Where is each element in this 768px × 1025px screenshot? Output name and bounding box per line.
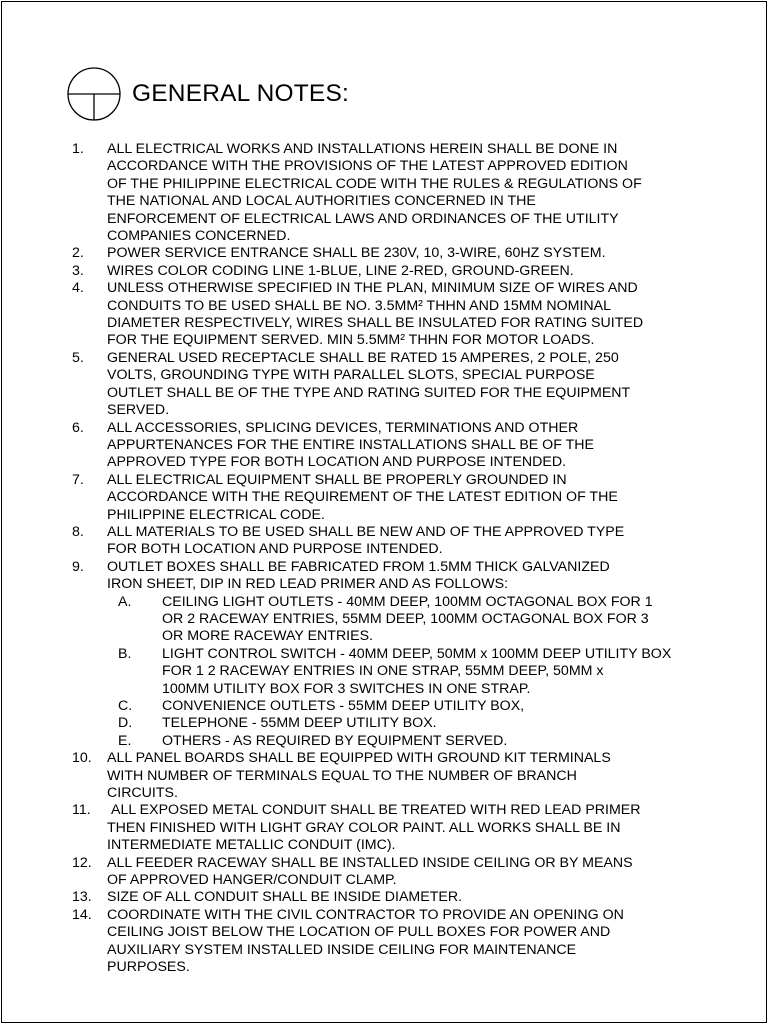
note-8 (72, 524, 706, 559)
note-5 (72, 350, 706, 420)
note-number: 7. (72, 471, 84, 488)
note-text: WIRES COLOR CODING LINE 1-BLUE, LINE 2-RED, GROUND-GREEN. (107, 262, 574, 279)
sub-item-c (118, 698, 706, 715)
note-7 (72, 472, 706, 524)
sub-item-b (118, 646, 706, 698)
note-number: 8. (72, 523, 84, 540)
note-number: 12. (72, 854, 92, 871)
note-text: ALL EXPOSED METAL CONDUIT SHALL BE TREATED WITH RED LEAD PRIMER THEN FINISHED WITH LIGHT GRAY COLOR PAINT. ALL WORKS SHALL BE IN INTERMEDIATE METALLIC CONDUIT (IMC). (107, 802, 641, 854)
note-text: ALL MATERIALS TO BE USED SHALL BE NEW AND OF THE APPROVED TYPE FOR BOTH LOCATION AND PURPOSE INTENDED. (107, 523, 625, 558)
note-9 (72, 559, 706, 594)
note-4 (72, 280, 706, 350)
sub-item-e (118, 733, 706, 750)
note-text: OUTLET BOXES SHALL BE FABRICATED FROM 1.5MM THICK GALVANIZED IRON SHEET, DIP IN RED LEAD PRIMER AND AS FOLLOWS: (107, 558, 610, 593)
sub-item-a (118, 594, 706, 646)
note-number: 13. (72, 889, 92, 906)
note-10 (72, 750, 706, 802)
note-number: 6. (72, 419, 84, 436)
sub-item-letter: D. (118, 715, 133, 732)
note-number: 3. (72, 262, 84, 279)
note-12 (72, 855, 706, 890)
note-number: 9. (72, 558, 84, 575)
note-text: ALL PANEL BOARDS SHALL BE EQUIPPED WITH GROUND KIT TERMINALS WITH NUMBER OF TERMINALS EQUAL TO THE NUMBER OF BRANCH CIRCUITS. (107, 750, 611, 802)
section-marker-icon (66, 66, 122, 122)
note-number: 14. (72, 906, 92, 923)
sub-item-text: LIGHT CONTROL SWITCH - 40MM DEEP, 50MM x 100MM DEEP UTILITY BOX FOR 1 2 RACEWAY ENTRIES IN ONE STRAP, 55MM DEEP, 50MM x 100MM UTILITY BOX FOR 3 SWITCHES IN ONE STRAP. (162, 645, 672, 697)
sub-item-letter: C. (118, 698, 133, 714)
note-number: 11. (72, 802, 91, 819)
sub-item-text: TELEPHONE - 55MM DEEP UTILITY BOX. (162, 715, 437, 732)
note-text: ALL ELECTRICAL EQUIPMENT SHALL BE PROPERLY GROUNDED IN ACCORDANCE WITH THE REQUIREMENT OF THE LATEST EDITION OF THE PHILIPPINE ELECTRICAL CODE. (107, 471, 618, 523)
note-number: 1. (72, 141, 84, 157)
note-text: COORDINATE WITH THE CIVIL CONTRACTOR TO PROVIDE AN OPENING ON CEILING JOIST BELOW THE LOCATION OF PULL BOXES FOR POWER AND AUXILIARY SYSTEM INSTALLED INSIDE CEILING FOR MAINTENANCE PURPOSES. (107, 906, 624, 976)
note-2 (72, 245, 706, 262)
sub-item-letter: B. (118, 645, 132, 662)
document-sheet (1, 1, 767, 1023)
sub-item-letter: A. (118, 593, 132, 610)
note-text: ALL FEEDER RACEWAY SHALL BE INSTALLED INSIDE CEILING OR BY MEANS OF APPROVED HANGER/CONDUIT CLAMP. (107, 854, 633, 889)
notes-header (66, 66, 349, 122)
note-3 (72, 263, 706, 280)
note-number: 2. (72, 245, 84, 262)
note-text: ALL ACCESSORIES, SPLICING DEVICES, TERMINATIONS AND OTHER APPURTENANCES FOR THE ENTIRE INSTALLATIONS SHALL BE OF THE APPROVED TYPE FOR BOTH LOCATION AND PURPOSE INTENDED. (107, 419, 594, 471)
note-1 (72, 141, 706, 245)
sub-item-letter: E. (118, 732, 132, 749)
note-13 (72, 889, 706, 906)
note-text: ALL ELECTRICAL WORKS AND INSTALLATIONS HEREIN SHALL BE DONE IN ACCORDANCE WITH THE PROVISIONS OF THE LATEST APPROVED EDITION OF THE PHILIPPINE ELECTRICAL CODE WITH THE RULES & REGULATIONS OF THE NATIONAL AND LOCAL AUTHORITIES CONCERNED IN THE ENFORCEMENT OF ELECTRICAL LAWS AND ORDINANCES OF THE UTILITY COMPANIES CONCERNED. (107, 141, 642, 245)
sub-item-text: CONVENIENCE OUTLETS - 55MM DEEP UTILITY BOX, (162, 698, 525, 714)
note-11 (72, 802, 706, 854)
note-number: 4. (72, 280, 84, 297)
note-6 (72, 420, 706, 472)
sub-item-d (118, 715, 706, 732)
sub-item-text: OTHERS - AS REQUIRED BY EQUIPMENT SERVED. (162, 732, 508, 749)
note-14 (72, 907, 706, 977)
note-text: POWER SERVICE ENTRANCE SHALL BE 230V, 10, 3-WIRE, 60HZ SYSTEM. (107, 245, 606, 262)
sub-item-text: CEILING LIGHT OUTLETS - 40MM DEEP, 100MM OCTAGONAL BOX FOR 1 OR 2 RACEWAY ENTRIES, 55MM DEEP, 100MM OCTAGONAL BOX FOR 3 OR MORE RACEWAY ENTRIES. (162, 593, 653, 645)
note-text: GENERAL USED RECEPTACLE SHALL BE RATED 15 AMPERES, 2 POLE, 250 VOLTS, GROUNDING TYPE WITH PARALLEL SLOTS, SPECIAL PURPOSE OUTLET SHALL BE OF THE TYPE AND RATING SUITED FOR THE EQUIPMENT SERVED. (107, 349, 631, 419)
note-text: SIZE OF ALL CONDUIT SHALL BE INSIDE DIAMETER. (107, 889, 463, 906)
page-title: GENERAL NOTES: (132, 79, 349, 107)
notes-list (72, 141, 706, 977)
note-number: 5. (72, 349, 84, 366)
note-number: 10. (72, 750, 92, 767)
note-text: UNLESS OTHERWISE SPECIFIED IN THE PLAN, MINIMUM SIZE OF WIRES AND CONDUITS TO BE USED SHALL BE NO. 3.5MM² THHN AND 15MM NOMINAL DIAMETER RESPECTIVELY, WIRES SHALL BE INSULATED FOR RATING SUITED FOR THE EQUIPMENT SERVED. MIN 5.5MM² THHN FOR MOTOR LOADS. (107, 280, 644, 349)
